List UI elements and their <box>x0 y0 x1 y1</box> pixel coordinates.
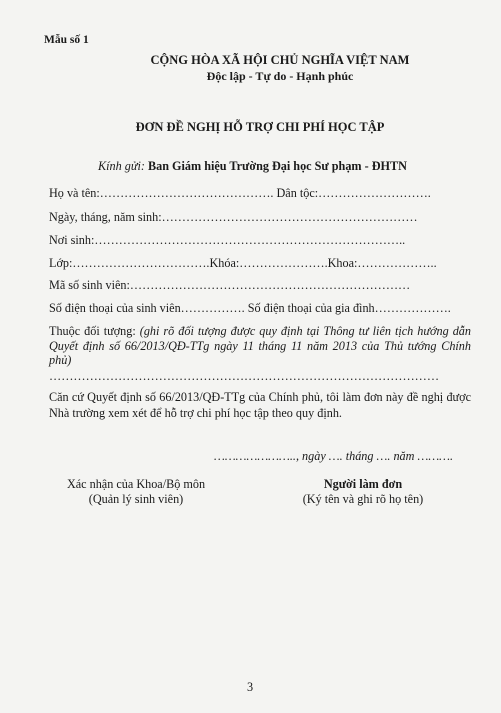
beneficiary-paragraph <box>49 324 471 368</box>
field-name: Họ và tên:……………………………………. Dân tộc:………………………. <box>49 186 431 200</box>
field-phone: Số điện thoại của sinh viên……………. Số điện thoại của gia đình………………. <box>49 301 451 315</box>
field-class: Lớp:…………………………….Khóa:………………….Khoa:……………….. <box>49 256 437 270</box>
recipient-label: Kính gửi: <box>98 159 145 173</box>
date-line: ………………….., ngày …. tháng …. năm ………. <box>214 449 454 463</box>
country-header: CỘNG HÒA XÃ HỘI CHỦ NGHĨA VIỆT NAM <box>150 53 410 67</box>
form-number: Mẫu số 1 <box>44 34 89 46</box>
field-hometown: Nơi sinh:………………………………………………………………….. <box>49 233 406 247</box>
beneficiary-label: Thuộc đối tượng: <box>49 324 136 338</box>
field-student-id: Mã số sinh viên:…………………………………………………………… <box>49 278 411 292</box>
motto: Độc lập - Tự do - Hạnh phúc <box>206 69 354 83</box>
confirm-subtitle: (Quản lý sinh viên) <box>88 492 184 506</box>
applicant-subtitle: (Ký tên và ghi rõ họ tên) <box>302 492 424 506</box>
page-number: 3 <box>246 680 254 694</box>
field-dob: Ngày, tháng, năm sinh:……………………………………………………… <box>49 210 418 224</box>
confirm-title: Xác nhận của Khoa/Bộ môn <box>66 477 206 491</box>
page-title: ĐƠN ĐỀ NGHỊ HỖ TRỢ CHI PHÍ HỌC TẬP <box>135 120 385 134</box>
beneficiary-blank-line: …………………………………………………………………………………… <box>49 369 439 383</box>
applicant-title: Người làm đơn <box>323 477 403 491</box>
beneficiary-note: (ghi rõ đối tượng được quy định tại Thông tư liên tịch hướng dẫn Quyết định số 66/2013/QĐ-TTg ngày 11 tháng 11 năm 2013 của Thủ tướng Chính phủ) <box>49 324 471 367</box>
statement: Căn cứ Quyết định số 66/2013/QĐ-TTg của Chính phủ, tôi làm đơn này đề nghị được Nhà trường xem xét để hỗ trợ chi phí học tập theo quy định. <box>49 390 471 420</box>
recipient-line <box>98 159 407 174</box>
recipient-name: Ban Giám hiệu Trường Đại học Sư phạm - ĐHTN <box>147 159 407 173</box>
